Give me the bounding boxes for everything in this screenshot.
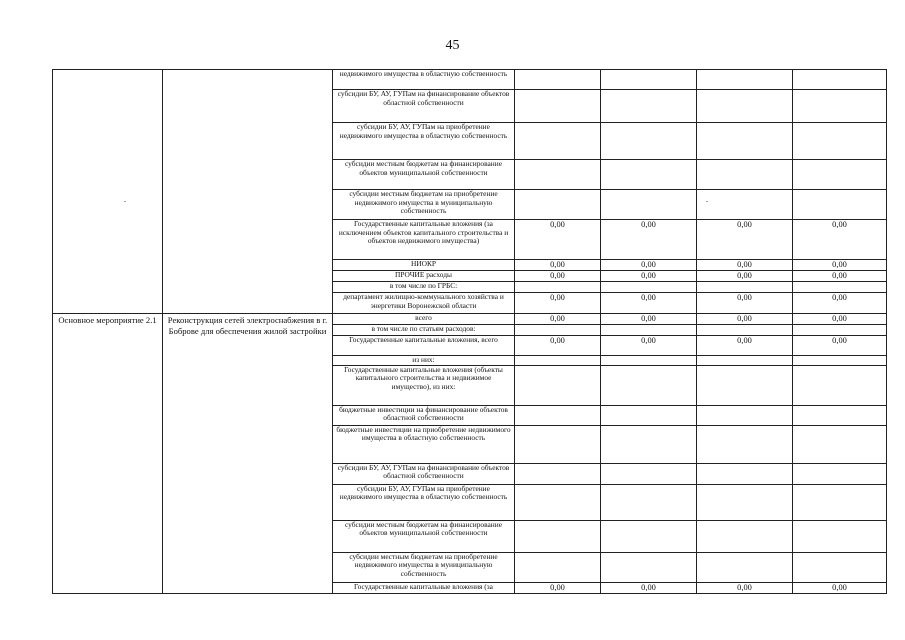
expense-label-cell: всего — [333, 314, 515, 325]
value-cell — [601, 282, 697, 293]
value-cell — [515, 356, 601, 366]
value-cell: 0,00 — [601, 260, 697, 271]
value-cell — [515, 463, 601, 484]
expense-label-cell: Государственные капитальные вложения (объекты капитального строительства и недвижимое имущество), из них: — [333, 365, 515, 405]
table-row — [53, 314, 887, 325]
expense-label-cell: субсидии местным бюджетам на приобретение недвижимого имущества в муниципальную собственность — [333, 552, 515, 582]
value-cell — [793, 520, 887, 552]
value-cell: 0,00 — [793, 271, 887, 282]
value-cell: 0,00 — [515, 293, 601, 314]
expense-label-cell: субсидии БУ, АУ, ГУПам на финансирование объектов областной собственности — [333, 463, 515, 484]
value-cell — [601, 365, 697, 405]
value-cell — [793, 484, 887, 520]
expense-label-cell: субсидии БУ, АУ, ГУПам на приобретение недвижимого имущества в областную собственность — [333, 123, 515, 160]
value-cell — [515, 484, 601, 520]
value-cell — [515, 552, 601, 582]
value-cell: 0,00 — [515, 314, 601, 325]
value-cell — [697, 365, 793, 405]
value-cell: 0,00 — [697, 582, 793, 593]
value-cell: 0,00 — [793, 293, 887, 314]
expense-label-cell: Государственные капитальные вложения (за — [333, 582, 515, 593]
value-cell — [515, 123, 601, 160]
value-cell: 0,00 — [697, 314, 793, 325]
value-cell — [515, 190, 601, 220]
value-cell: 0,00 — [793, 336, 887, 356]
value-cell — [697, 282, 793, 293]
expense-label-cell: недвижимого имущества в областную собственность — [333, 70, 515, 90]
value-cell — [793, 365, 887, 405]
expense-label-cell: департамент жилищно-коммунального хозяйства и энергетики Воронежской области — [333, 293, 515, 314]
value-cell — [793, 70, 887, 90]
expense-label-cell: субсидии местным бюджетам на финансирование объектов муниципальной собственности — [333, 520, 515, 552]
value-cell — [793, 190, 887, 220]
value-cell — [697, 190, 793, 220]
value-cell: 0,00 — [601, 314, 697, 325]
value-cell: 0,00 — [515, 336, 601, 356]
value-cell: 0,00 — [601, 220, 697, 260]
value-cell — [697, 552, 793, 582]
expense-label-cell: субсидии БУ, АУ, ГУПам на финансирование объектов областной собственности — [333, 90, 515, 123]
value-cell: 0,00 — [793, 314, 887, 325]
lower-block-name-cell: Реконструкция сетей электроснабжения в г. Боброве для обеспечения жилой застройки — [163, 314, 333, 594]
value-cell — [697, 484, 793, 520]
value-cell: 0,00 — [697, 336, 793, 356]
value-cell — [515, 90, 601, 123]
value-cell — [515, 425, 601, 463]
value-cell: 0,00 — [697, 220, 793, 260]
value-cell — [515, 405, 601, 425]
expense-label-cell: Государственные капитальные вложения (за исключением объектов капитального строительства и объектов недвижимого имущества) — [333, 220, 515, 260]
expense-label-cell: в том числе по ГРБС: — [333, 282, 515, 293]
value-cell — [601, 90, 697, 123]
value-cell: 0,00 — [515, 260, 601, 271]
value-cell: 0,00 — [601, 336, 697, 356]
value-cell — [515, 325, 601, 336]
value-cell — [697, 520, 793, 552]
value-cell — [515, 520, 601, 552]
value-cell: 0,00 — [601, 293, 697, 314]
expense-label-cell: НИОКР — [333, 260, 515, 271]
expense-label-cell: субсидии БУ, АУ, ГУПам на приобретение недвижимого имущества в областную собственность — [333, 484, 515, 520]
value-cell — [601, 520, 697, 552]
value-cell — [697, 160, 793, 190]
value-cell: 0,00 — [515, 271, 601, 282]
value-cell — [601, 123, 697, 160]
value-cell — [601, 484, 697, 520]
value-cell — [697, 356, 793, 366]
value-cell — [697, 463, 793, 484]
value-cell: 0,00 — [793, 582, 887, 593]
page-number: 45 — [445, 38, 460, 53]
expense-label-cell: из них: — [333, 356, 515, 366]
scan-speck: . — [124, 195, 126, 204]
expense-label-cell: ПРОЧИЕ расходы — [333, 271, 515, 282]
value-cell — [697, 90, 793, 123]
expense-label-cell: субсидии местным бюджетам на приобретение недвижимого имущества в муниципальную собственность — [333, 190, 515, 220]
value-cell: 0,00 — [697, 260, 793, 271]
expense-label-cell: субсидии местным бюджетам на финансирование объектов муниципальной собственности — [333, 160, 515, 190]
value-cell: 0,00 — [697, 271, 793, 282]
value-cell — [793, 552, 887, 582]
value-cell — [697, 70, 793, 90]
value-cell — [601, 405, 697, 425]
value-cell — [601, 356, 697, 366]
value-cell — [515, 282, 601, 293]
value-cell — [793, 160, 887, 190]
value-cell: 0,00 — [601, 271, 697, 282]
value-cell — [697, 325, 793, 336]
value-cell — [601, 160, 697, 190]
value-cell — [601, 325, 697, 336]
value-cell — [601, 70, 697, 90]
value-cell — [793, 463, 887, 484]
scan-speck: . — [706, 195, 708, 204]
budget-table — [52, 69, 887, 594]
value-cell — [601, 190, 697, 220]
value-cell: 0,00 — [697, 293, 793, 314]
value-cell: 0,00 — [515, 220, 601, 260]
value-cell — [515, 160, 601, 190]
value-cell — [515, 365, 601, 405]
table-row — [53, 70, 887, 90]
expense-label-cell: в том числе по статьям расходов: — [333, 325, 515, 336]
value-cell: 0,00 — [793, 260, 887, 271]
value-cell — [697, 425, 793, 463]
value-cell — [601, 425, 697, 463]
expense-label-cell: бюджетные инвестиции на приобретение недвижимого имущества в областную собственность — [333, 425, 515, 463]
expense-label-cell: бюджетные инвестиции на финансирование объектов областной собственности — [333, 405, 515, 425]
value-cell — [793, 405, 887, 425]
value-cell — [515, 70, 601, 90]
value-cell: 0,00 — [515, 582, 601, 593]
value-cell — [793, 325, 887, 336]
value-cell — [793, 90, 887, 123]
upper-block-measure-cell — [53, 70, 163, 314]
value-cell — [697, 123, 793, 160]
lower-block-measure-cell: Основное мероприятие 2.1 — [53, 314, 163, 594]
value-cell — [793, 123, 887, 160]
value-cell: 0,00 — [793, 220, 887, 260]
value-cell — [793, 356, 887, 366]
value-cell — [601, 552, 697, 582]
value-cell: 0,00 — [601, 582, 697, 593]
expense-label-cell: Государственные капитальные вложения, всего — [333, 336, 515, 356]
value-cell — [601, 463, 697, 484]
value-cell — [697, 405, 793, 425]
value-cell — [793, 282, 887, 293]
value-cell — [793, 425, 887, 463]
upper-block-name-cell — [163, 70, 333, 314]
